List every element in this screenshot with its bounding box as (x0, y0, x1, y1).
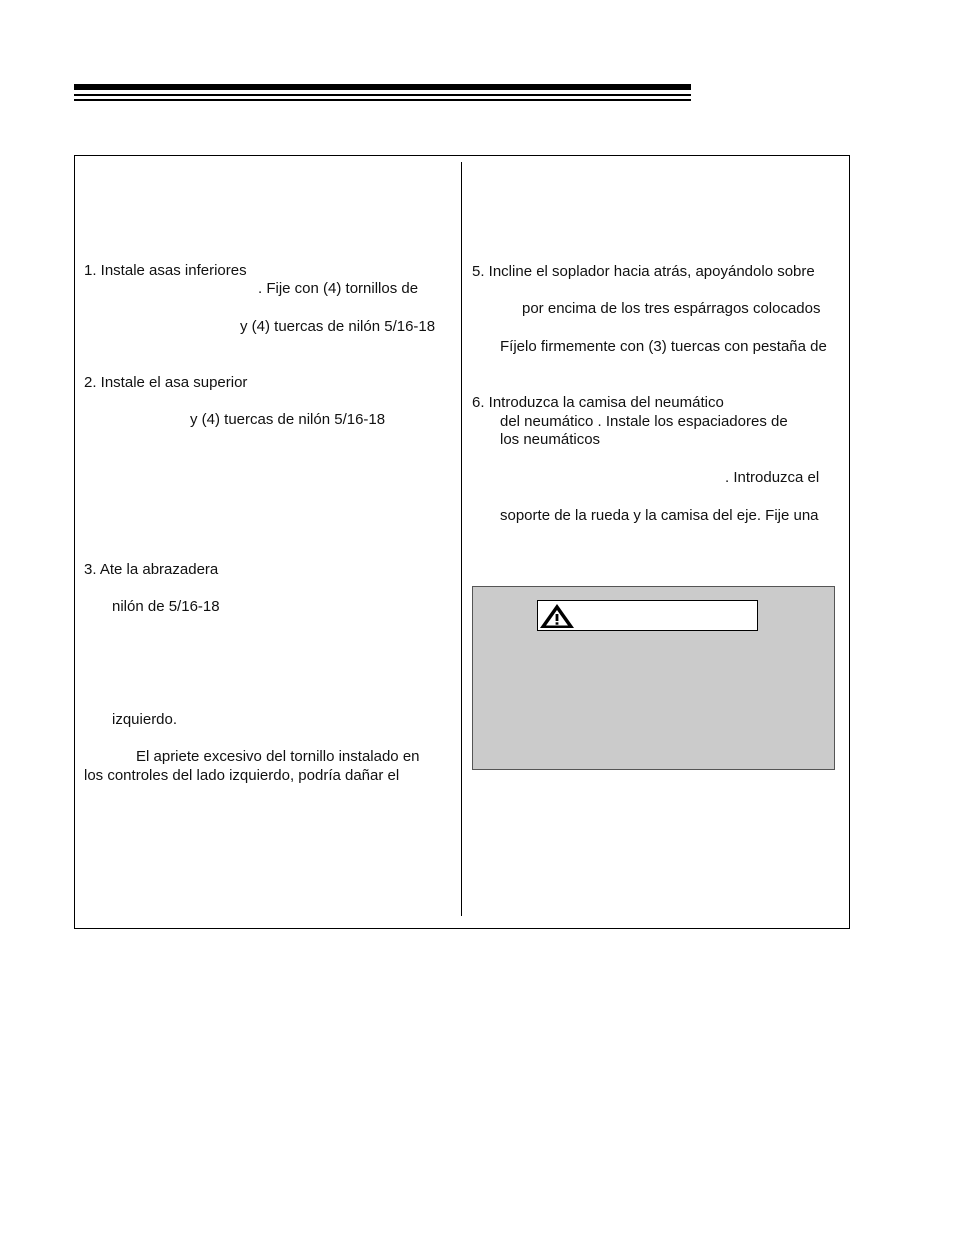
step3-text-cont: izquierdo. (112, 711, 178, 728)
step6-text-cont: . Introduzca el (725, 469, 820, 486)
step1-text-cont: . Fije con (4) tornillos de (258, 280, 419, 297)
note-text: El apriete excesivo del tornillo instalado en (136, 748, 420, 765)
step1-text: 1. Instale asas inferiores (84, 262, 247, 279)
header-rule-thin-1 (74, 94, 691, 96)
step6-text: 6. Introduzca la camisa del neumático (472, 394, 724, 411)
step5-text-cont: Fíjelo firmemente con (3) tuercas con pestaña de (500, 338, 827, 355)
step6-text-cont: soporte de la rueda y la camisa del eje. Fije una (500, 507, 819, 524)
step3-text: 3. Ate la abrazadera (84, 561, 219, 578)
header-rule-thick (74, 84, 691, 90)
step5-text-cont: por encima de los tres espárragos colocados (522, 300, 821, 317)
step1-text-cont: y (4) tuercas de nilón 5/16-18 (240, 318, 436, 335)
step5-text: 5. Incline el soplador hacia atrás, apoyándolo sobre (472, 263, 815, 280)
step6-text-cont: del neumático . Instale los espaciadores de (500, 413, 788, 430)
note-text-cont: los controles del lado izquierdo, podría dañar el (84, 767, 400, 784)
step2-text-cont: y (4) tuercas de nilón 5/16-18 (190, 411, 386, 428)
warning-triangle-icon (538, 602, 576, 630)
step2-text: 2. Instale el asa superior (84, 374, 248, 391)
step6-text-cont: los neumáticos (500, 431, 601, 448)
step3-text-cont: nilón de 5/16-18 (112, 598, 220, 615)
header-rule-thin-2 (74, 99, 691, 101)
column-divider (461, 162, 462, 916)
